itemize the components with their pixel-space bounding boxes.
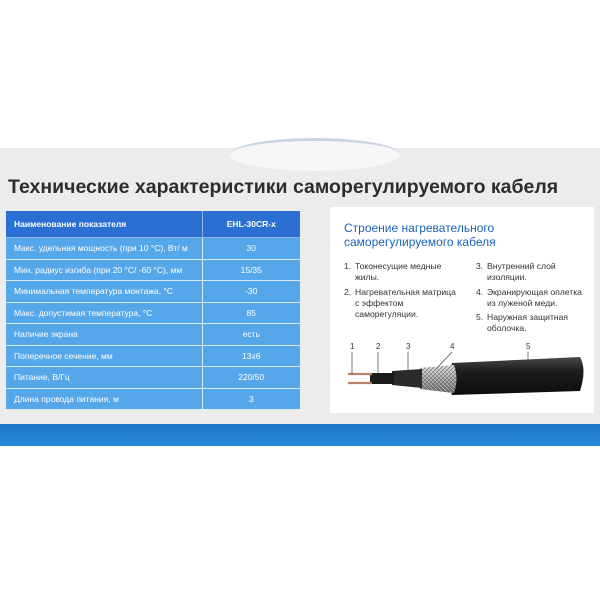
list-item-number: 2. xyxy=(344,286,352,297)
list-item xyxy=(476,261,588,284)
row-label: Поперечное сечение, мм xyxy=(6,345,202,367)
list-item-number: 5. xyxy=(476,312,484,323)
row-value: 30 xyxy=(202,238,300,260)
list-item xyxy=(344,287,462,321)
page-title: Технические характеристики саморегулируемого кабеля xyxy=(8,176,559,198)
structure-title xyxy=(344,221,584,249)
table-header-row xyxy=(6,211,300,238)
table-row xyxy=(6,345,300,367)
outer-jacket xyxy=(449,357,584,395)
row-label: Длина провода питания, м xyxy=(6,388,202,410)
list-item-text: Нагревательная матрица с эффектом саморегуляции. xyxy=(355,286,456,320)
header-parameter: Наименование показателя xyxy=(6,211,202,238)
table-row xyxy=(6,302,300,324)
row-value: есть xyxy=(202,324,300,346)
spec-table xyxy=(6,211,300,410)
row-label: Макс. допустимая температура, °С xyxy=(6,302,202,324)
list-item-text: Внутренний слой изоляции. xyxy=(487,261,556,283)
row-label: Питание, В/Гц xyxy=(6,367,202,389)
table-row xyxy=(6,388,300,410)
callout-2: 2 xyxy=(376,342,381,351)
row-label: Наличие экрана xyxy=(6,324,202,346)
callout-1: 1 xyxy=(350,342,355,351)
list-item-number: 4. xyxy=(476,286,484,297)
table-row xyxy=(6,281,300,303)
structure-list-right xyxy=(476,261,588,338)
table-row xyxy=(6,238,300,260)
row-label: Макс. удельная мощность (при 10 °С), Вт/ м xyxy=(6,238,202,260)
callout-4: 4 xyxy=(450,342,455,351)
table-row xyxy=(6,324,300,346)
row-value: 3 xyxy=(202,388,300,410)
list-item-text: Экранирующая оплетка из луженой меди. xyxy=(487,286,582,308)
list-item-number: 1. xyxy=(344,261,352,271)
list-item xyxy=(476,287,588,310)
heating-matrix xyxy=(370,373,394,384)
list-item xyxy=(344,261,462,284)
table-row xyxy=(6,367,300,389)
inner-insulation xyxy=(392,369,422,388)
list-item-text: Наружная защитная оболочка. xyxy=(487,312,569,334)
row-value: 13х6 xyxy=(202,345,300,367)
table-row xyxy=(6,259,300,281)
callout-3: 3 xyxy=(406,342,411,351)
structure-title-line-1: Строение нагревательного xyxy=(344,221,495,235)
header-model: EHL-30CR-x xyxy=(202,211,300,238)
structure-title-line-2: саморегулируемого кабеля xyxy=(344,235,496,249)
callout-5: 5 xyxy=(526,342,531,351)
box-top-arc xyxy=(230,138,400,171)
row-value: 85 xyxy=(202,302,300,324)
list-item-number: 3. xyxy=(476,261,484,271)
row-value: -30 xyxy=(202,281,300,303)
structure-list-left xyxy=(344,261,462,323)
row-value: 15/35 xyxy=(202,259,300,281)
row-label: Минимальная температура монтажа, °С xyxy=(6,281,202,303)
row-label: Мин. радиус изгиба (при 20 °С/ -60 °С), мм xyxy=(6,259,202,281)
row-value: 220/50 xyxy=(202,367,300,389)
box-bottom-blue-stripe xyxy=(0,424,600,446)
cable-cross-section-illustration xyxy=(342,339,587,409)
list-item-text: Токонесущие медные жилы. xyxy=(355,261,442,283)
list-item xyxy=(476,312,588,335)
cable-structure-panel xyxy=(330,207,594,413)
